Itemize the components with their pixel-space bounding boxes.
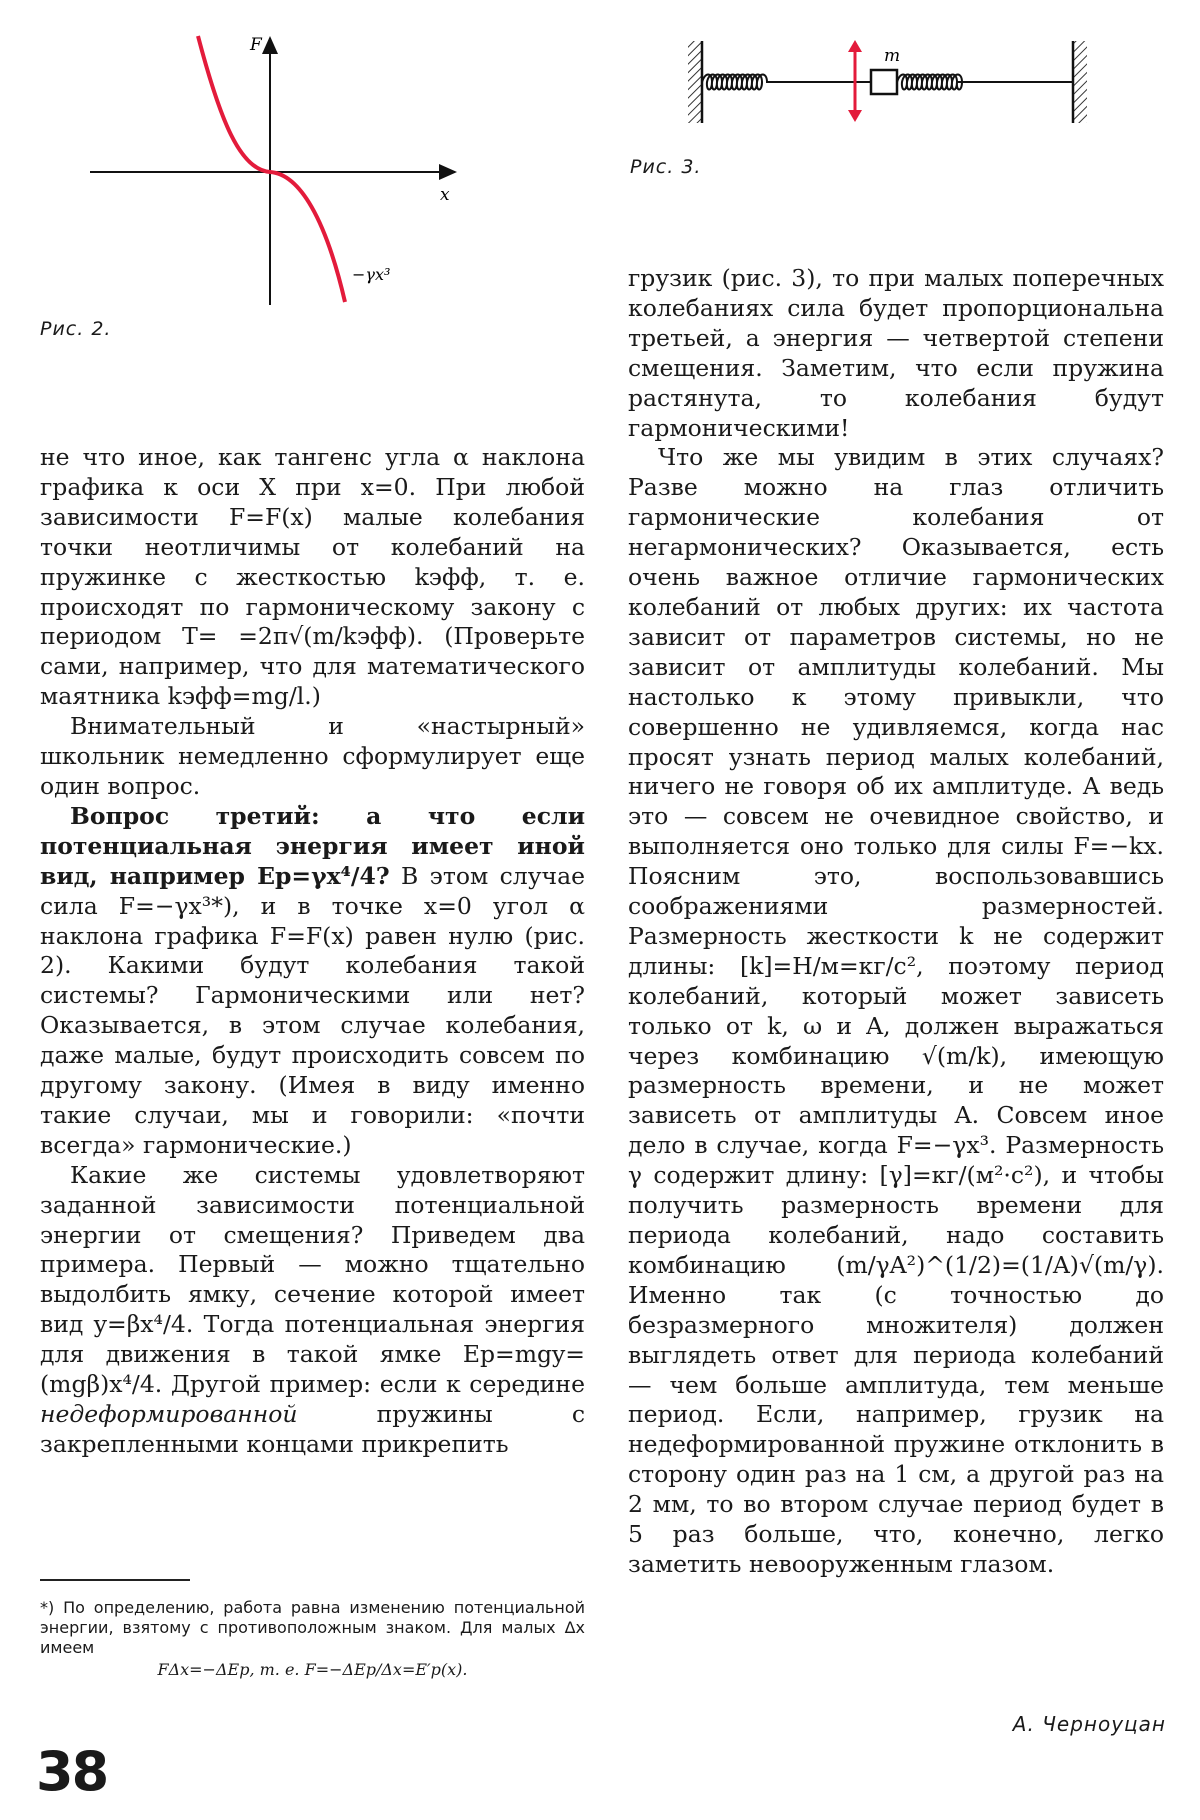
paragraph: Что же мы увидим в этих случаях? Разве можно на глаз отличить гармонические колебания от негармонических? Оказывается, есть очень важное отличие гармонических колебаний от любых других: их частота зависит от параметров системы, но не зависит от амплитуды колебаний. Мы настолько к этому привыкли, что совершенно не удивляемся, когда нас просят узнать период малых колебаний, ничего не говоря об их амплитуде. А ведь это — совсем не очевидное свойство, и выполняется оно только для силы F=−kx. Поясним это, воспользовавшись соображениями размерностей. Размерность жесткости k не содержит длины: [k]=Н/м=кг/с², поэтому период колебаний, который может зависеть только от k, ω и A, должен выражаться через комбинацию √(m/k), имеющую размерность времени, и не может зависеть от амплитуды A. Совсем иное дело в случае, когда F=−γx³. Размерность γ содержит длину: [γ]=кг/(м²·с²), и чтобы получить размерность времени для периода колебаний, надо составить комбинацию (m/γA²)^(1/2)=(1/A)√(m/γ). Именно так (с точностью до безразмерного множителя) должен выглядеть ответ для периода колебаний — чем больше амплитуда, тем меньше период. Если, например, грузик на недеформированной пружине отклонить в сторону один раз на 1 см, а другой раз на 2 мм, то во втором случае период будет в 5 раз больше, что, конечно, легко заметить невооруженным глазом. [628,443,1164,1578]
right-wall [1073,41,1087,123]
left-spring [702,75,871,90]
paragraph: Внимательный и «настырный» школьник немедленно сформулирует еще один вопрос. [40,712,585,800]
right-column [628,264,1164,1580]
left-column [40,443,585,1460]
cubic-curve [198,36,345,302]
paragraph [40,1161,585,1460]
paragraph-text: В этом случае сила F=−γx³*), и в точке x=0 угол α наклона графика F=F(x) равен нулю (рис. 2). Какими будут колебания такой системы? Гармоническими или нет? Оказывается, в этом случае колебания, даже малые, будут происходить совсем по другому закону. (Имея в виду именно такие случаи, мы и говорили: «почти всегда» гармонические.) [40,861,585,1159]
paragraph [40,802,585,1161]
curve-label: −γx³ [352,265,391,284]
mass-label: m [884,46,901,66]
footnote-rule [40,1579,190,1581]
left-wall [688,41,702,123]
footnote [40,1598,585,1680]
footnote-text: *) По определению, работа равна изменению потенциальной энергии, взятому с противоположным знаком. Для малых Δx имеем [40,1598,585,1657]
figure-2-caption: Рис. 2. [40,318,112,340]
author: А. Черноуцан [1012,1712,1166,1736]
emphasis: недеформированной [40,1400,298,1428]
paragraph: не что иное, как тангенс угла α наклона графика к оси X при x=0. При любой зависимости F=F(x) малые колебания точки неотличимы от колебаний на пружинке с жесткостью kэфф, т. е. происходят по гармоническому закону с периодом T= =2π√(m/kэфф). (Проверьте сами, например, что для математического маятника kэфф=mg/l.) [40,443,585,711]
page-number: 38 [36,1740,108,1803]
figure-3-caption: Рис. 3. [630,156,702,178]
right-spring [897,75,1073,90]
question-three: Вопрос третий: а что если потенциальная энергия имеет иной вид, например Ep=γx⁴/4? [40,801,585,890]
paragraph-text: Какие же системы удовлетворяют заданной зависимости потенциальной энергии от смещения? Приведем два примера. Первый — можно тщательно выдолбить ямку, сечение которой имеет вид y=βx⁴/4. Тогда потенциальная энергия для движения в такой ямке Ep=mgy=(mgβ)x⁴/4. Другой пример: если к середине [40,1160,585,1399]
axis-y-label: F [250,35,262,55]
paragraph: грузик (рис. 3), то при малых поперечных колебаниях сила будет пропорциональна третьей, а энергия — четвертой степени смещения. Заметим, что если пружина растянута, то колебания будут гармоническими! [628,264,1164,442]
figure-3-spring-diagram [688,38,1088,138]
axis-x-label: x [440,185,450,205]
figure-2-force-graph [90,30,510,310]
footnote-formula: FΔx=−ΔEp, т. е. F=−ΔEp/Δx=E′p(x). [157,1660,468,1679]
paragraph-text: пружины с закрепленными концами прикрепить [40,1400,585,1458]
mass-block [871,70,897,94]
